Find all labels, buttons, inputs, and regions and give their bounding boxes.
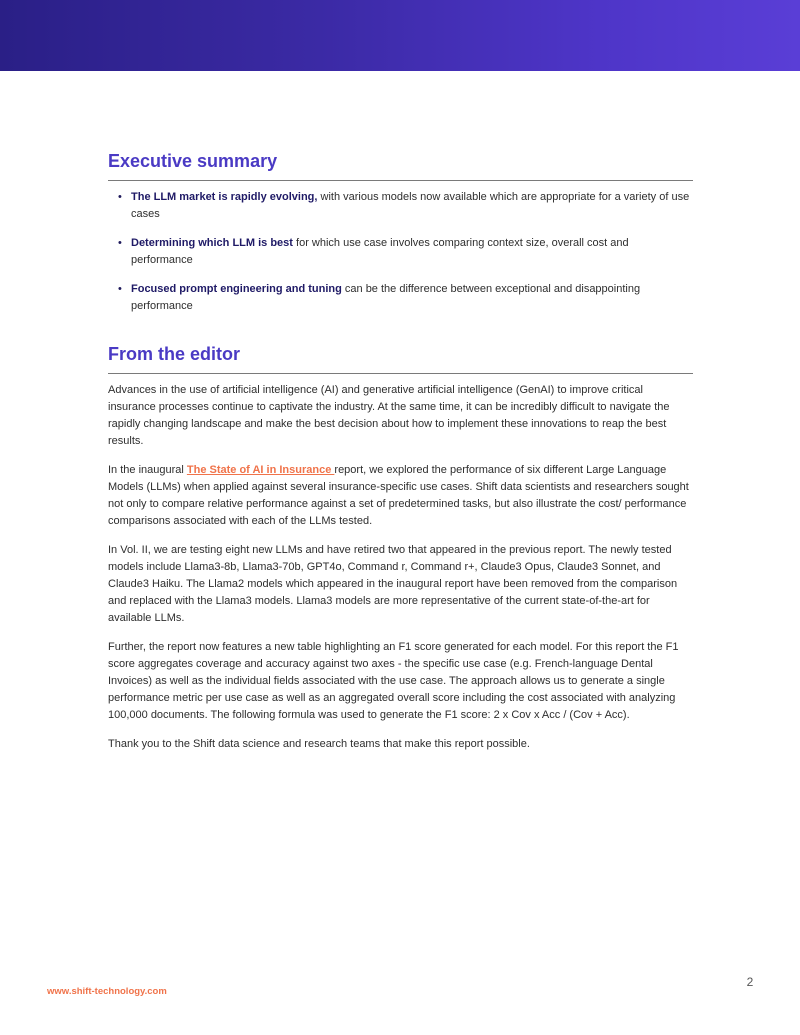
bullet-dot-icon: • xyxy=(118,237,122,249)
executive-summary-section xyxy=(108,150,693,315)
bullet-lead: Determining which LLM is best xyxy=(131,237,293,249)
bullet-lead: Focused prompt engineering and tuning xyxy=(131,283,342,295)
section-divider xyxy=(108,373,693,374)
bullet-text: can be the difference between exceptional and disappointing performance xyxy=(131,283,641,312)
bullet-dot-icon: • xyxy=(118,191,122,203)
summary-bullet xyxy=(108,235,693,269)
executive-summary-title: Executive summary xyxy=(108,151,278,171)
paragraph-text: In the inaugural xyxy=(108,464,187,476)
section-divider xyxy=(108,180,693,181)
editor-paragraph: In Vol. II, we are testing eight new LLMs and have retired two that appeared in the previous report. The newly tested models include Llama3-8b, Llama3-70b, GPT4o, Command r, Command r+, Claude3 Opus, Claude3 Sonnet, and Claude3 Haiku. The Llama2 models which appeared in the inaugural report have been removed from the comparison and replaced with the Llama3 models. Llama3 models are more representative of the current state-of-the-art for available LLMs. xyxy=(108,544,678,624)
summary-bullet xyxy=(108,281,693,315)
page-number: 2 xyxy=(746,975,754,989)
state-of-ai-report-link[interactable]: The State of AI in Insurance xyxy=(186,464,335,476)
summary-bullet-list xyxy=(108,189,693,315)
editor-section xyxy=(108,343,693,753)
bullet-dot-icon: • xyxy=(118,283,122,295)
summary-bullet xyxy=(108,189,693,223)
bullet-text: with various models now available which are appropriate for a variety of use cases xyxy=(131,191,690,220)
bullet-text: for which use case involves comparing context size, overall cost and performance xyxy=(131,237,629,266)
editor-title: From the editor xyxy=(108,344,241,364)
paragraph-text: report, we explored the performance of six different Large Language Models (LLMs) when applied against several insurance-specific use cases. Shift data scientists and researchers sought not only to compare relative performance against a set of predetermined tasks, but also illustrate the cost/ performance comparisons associated with each of the LLMs tested. xyxy=(108,464,689,527)
editor-paragraph: Thank you to the Shift data science and research teams that make this report possible. xyxy=(108,738,530,750)
editor-paragraph: Further, the report now features a new table highlighting an F1 score generated for each model. For this report the F1 score aggregates coverage and accuracy against two axes - the specific use case (e.g. French-language Dental Invoices) as well as the individual fields associated with the use case. The approach allows us to generate a single performance metric per use case as well as an aggregated overall score including the cost associated with analyzing 100,000 documents. The following formula was used to generate the F1 score: 2 x Cov x Acc / (Cov + Acc). xyxy=(108,641,679,721)
editor-paragraph xyxy=(108,462,693,530)
header-banner xyxy=(0,0,800,71)
editor-paragraph: Advances in the use of artificial intelligence (AI) and generative artificial intelligence (GenAI) to improve critical insurance processes continue to captivate the industry. At the same time, it can be incredibly difficult to navigate the rapidly changing landscape and make the best decision about how to implement these innovations to reap the best results. xyxy=(108,384,670,447)
bullet-lead: The LLM market is rapidly evolving, xyxy=(131,191,318,203)
footer-website-link[interactable]: www.shift-technology.com xyxy=(47,986,167,997)
